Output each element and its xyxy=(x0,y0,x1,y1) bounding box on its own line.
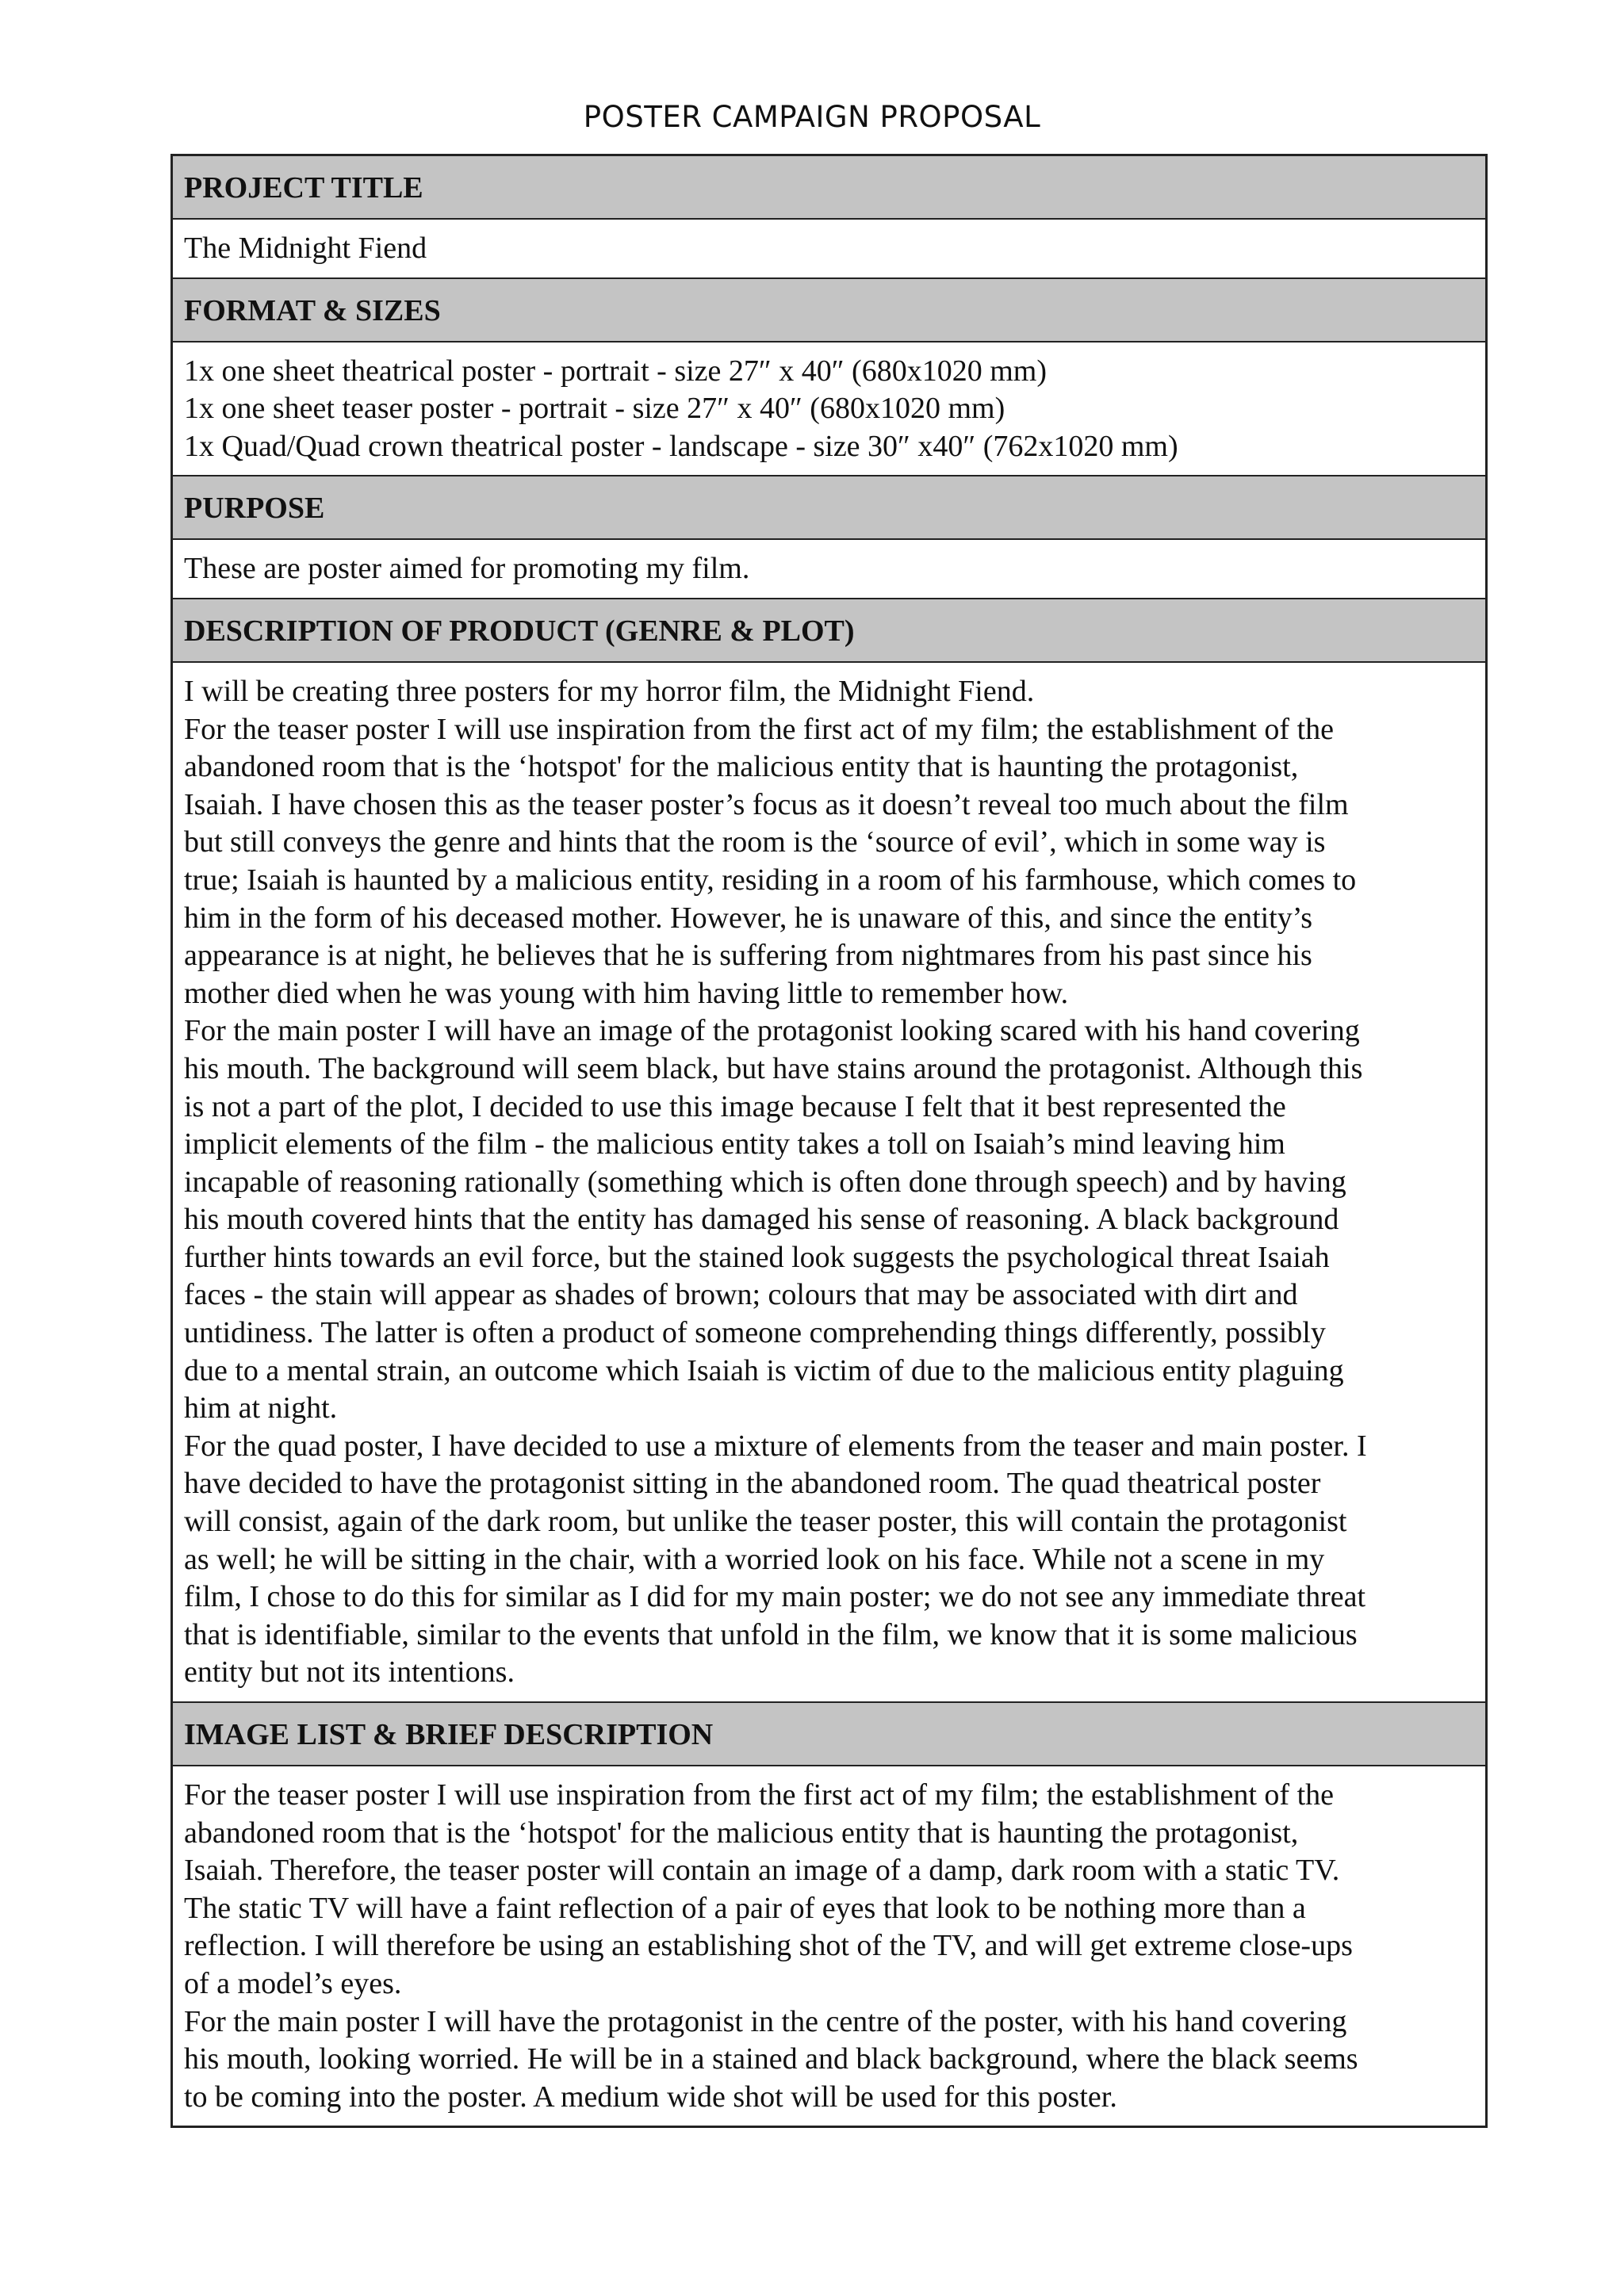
description-line: further hints towards an evil force, but the stained look suggests the psychological threat Isaiah xyxy=(184,1240,1330,1274)
description-line: as well; he will be sitting in the chair, with a worried look on his face. While not a scene in my xyxy=(184,1542,1325,1576)
section-heading-purpose: PURPOSE xyxy=(173,476,1485,540)
description-line: entity but not its intentions. xyxy=(184,1655,515,1689)
description-line: his mouth covered hints that the entity has damaged his sense of reasoning. A black background xyxy=(184,1203,1339,1237)
description-line: For the main poster I will have an image of the protagonist looking scared with his hand covering xyxy=(184,1014,1360,1048)
section-heading-image-list: IMAGE LIST & BRIEF DESCRIPTION xyxy=(173,1703,1485,1766)
description-line: will consist, again of the dark room, but unlike the teaser poster, this will contain the protagonist xyxy=(184,1505,1347,1539)
image-list-line: Isaiah. Therefore, the teaser poster will contain an image of a damp, dark room with a static TV. xyxy=(184,1854,1340,1888)
section-heading-description: DESCRIPTION OF PRODUCT (GENRE & PLOT) xyxy=(173,599,1485,663)
description-line: have decided to have the protagonist sitting in the abandoned room. The quad theatrical poster xyxy=(184,1467,1321,1501)
description-line: For the quad poster, I have decided to use a mixture of elements from the teaser and main poster. I xyxy=(184,1429,1367,1463)
document-title: POSTER CAMPAIGN PROPOSAL xyxy=(583,100,1041,134)
purpose-line: These are poster aimed for promoting my film. xyxy=(184,552,750,586)
description-line: true; Isaiah is haunted by a malicious entity, residing in a room of his farmhouse, which comes to xyxy=(184,863,1357,897)
image-list-line: For the main poster I will have the protagonist in the centre of the poster, with his hand covering xyxy=(184,2004,1347,2038)
description-line: incapable of reasoning rationally (something which is often done through speech) and by having xyxy=(184,1165,1346,1199)
description-line: Isaiah. I have chosen this as the teaser poster’s focus as it doesn’t reveal too much about the film xyxy=(184,787,1349,821)
description-line: but still conveys the genre and hints that the room is the ‘source of evil’, which in some way is xyxy=(184,825,1326,859)
description-line: him at night. xyxy=(184,1391,338,1425)
format-size-line: 1x one sheet theatrical poster - portrait - size 27″ x 40″ (680x1020 mm) xyxy=(184,354,1047,388)
project-title-line: The Midnight Fiend xyxy=(184,232,427,265)
description-line: I will be creating three posters for my horror film, the Midnight Fiend. xyxy=(184,674,1035,708)
description-line: him in the form of his deceased mother. However, he is unaware of this, and since the entity’s xyxy=(184,901,1313,935)
proposal-form-table xyxy=(170,154,1488,2128)
section-body-project-title xyxy=(173,220,1485,279)
image-list-line: to be coming into the poster. A medium wide shot will be used for this poster. xyxy=(184,2080,1117,2114)
description-line: abandoned room that is the ‘hotspot' for the malicious entity that is haunting the protagonist, xyxy=(184,750,1299,784)
description-line: appearance is at night, he believes that he is suffering from nightmares from his past since his xyxy=(184,939,1312,973)
section-body-purpose xyxy=(173,540,1485,599)
image-list-line: abandoned room that is the ‘hotspot' for the malicious entity that is haunting the protagonist, xyxy=(184,1816,1299,1850)
description-line: his mouth. The background will seem black, but have stains around the protagonist. Although this xyxy=(184,1051,1363,1085)
format-size-line: 1x one sheet teaser poster - portrait - size 27″ x 40″ (680x1020 mm) xyxy=(184,392,1005,426)
description-line: film, I chose to do this for similar as I did for my main poster; we do not see any immediate threat xyxy=(184,1580,1366,1614)
format-size-line: 1x Quad/Quad crown theatrical poster - landscape - size 30″ x40″ (762x1020 mm) xyxy=(184,429,1178,463)
description-line: is not a part of the plot, I decided to use this image because I felt that it best represented the xyxy=(184,1089,1286,1123)
description-line: faces - the stain will appear as shades of brown; colours that may be associated with dirt and xyxy=(184,1278,1298,1312)
image-list-line: his mouth, looking worried. He will be in a stained and black background, where the black seems xyxy=(184,2042,1358,2076)
image-list-line: reflection. I will therefore be using an establishing shot of the TV, and will get extreme close-ups xyxy=(184,1929,1353,1963)
description-line: that is identifiable, similar to the events that unfold in the film, we know that it is some malicious xyxy=(184,1617,1358,1651)
section-body-description xyxy=(173,663,1485,1703)
description-line: untidiness. The latter is often a product of someone comprehending things differently, possibly xyxy=(184,1316,1326,1350)
description-line: implicit elements of the film - the malicious entity takes a toll on Isaiah’s mind leaving him xyxy=(184,1127,1285,1161)
image-list-line: For the teaser poster I will use inspiration from the first act of my film; the establishment of the xyxy=(184,1778,1334,1812)
section-heading-project-title: PROJECT TITLE xyxy=(173,156,1485,220)
description-line: mother died when he was young with him having little to remember how. xyxy=(184,976,1069,1010)
description-line: due to a mental strain, an outcome which Isaiah is victim of due to the malicious entity plaguing xyxy=(184,1353,1344,1387)
description-line: For the teaser poster I will use inspiration from the first act of my film; the establishment of the xyxy=(184,712,1334,746)
section-heading-format-sizes: FORMAT & SIZES xyxy=(173,279,1485,342)
section-body-image-list xyxy=(173,1766,1485,2126)
section-body-format-sizes xyxy=(173,342,1485,477)
image-list-line: of a model’s eyes. xyxy=(184,1966,402,2000)
image-list-line: The static TV will have a faint reflection of a pair of eyes that look to be nothing more than a xyxy=(184,1891,1306,1925)
